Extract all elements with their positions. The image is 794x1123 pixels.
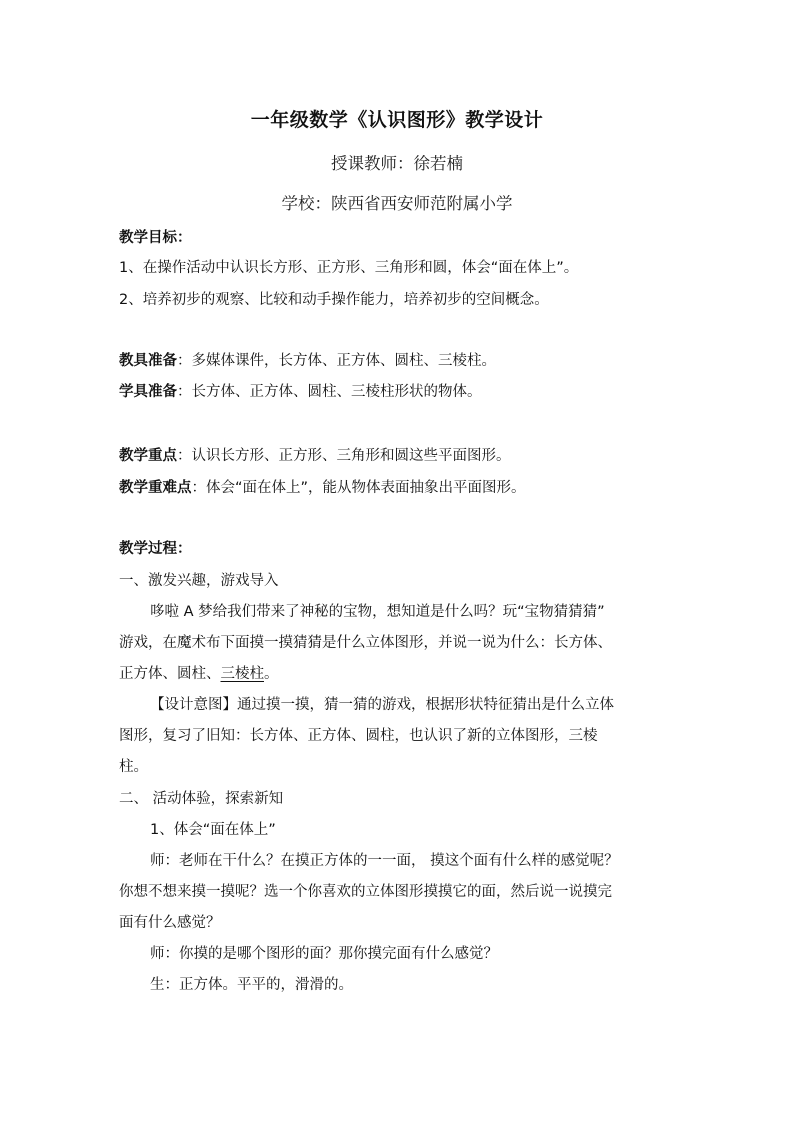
difficulty-label: 教学重难点 [119, 480, 192, 496]
key-point [119, 446, 511, 466]
design-intent-line-3: 柱。 [119, 759, 148, 775]
section2-sub1: 1、体会“面在体上” [150, 822, 276, 838]
key-point-text: ：认识长方形、正方形、三角形和圆这些平面图形。 [177, 448, 511, 464]
teacher-prep [119, 351, 496, 371]
section1-last-prefix: 正方体、圆柱、 [119, 666, 221, 682]
section1-paragraph-line-1: 哆啦 A 梦给我们带来了神秘的宝物，想知道是什么吗？玩“宝物猜猜猜” [150, 604, 605, 620]
student-prep-text: ：长方体、正方体、圆柱、三棱柱形状的物体。 [177, 384, 482, 400]
teacher-line-3: 面有什么感觉？ [119, 915, 221, 931]
document-title: 一年级数学《认识图形》教学设计 [250, 109, 544, 131]
goals-heading: 教学目标： [119, 230, 192, 246]
teacher-prep-label: 教具准备 [119, 353, 177, 369]
teacher-name: 授课教师：徐若楠 [331, 154, 463, 173]
school-name: 学校：陕西省西安师范附属小学 [281, 194, 513, 213]
underlined-term: 三棱柱 [220, 666, 264, 682]
design-intent-line-2: 图形，复习了旧知：长方体、正方体、圆柱，也认识了新的立体图形，三棱 [119, 728, 598, 744]
teacher-question-2: 师：你摸的是哪个图形的面？那你摸完面有什么感觉？ [150, 946, 498, 962]
section1-title: 一、激发兴趣，游戏导入 [119, 573, 279, 589]
student-prep [119, 382, 482, 402]
key-point-label: 教学重点 [119, 448, 177, 464]
section1-last-suffix: 。 [264, 666, 279, 682]
section1-paragraph-line-2: 游戏，在魔术布下面摸一摸猜猜是什么立体图形，并说一说为什么：长方体、 [119, 635, 612, 651]
teacher-line-1: 师：老师在干什么？在摸正方体的一一面， 摸这个面有什么样的感觉呢？ [150, 853, 619, 869]
student-answer: 生：正方体。平平的，滑滑的。 [150, 977, 353, 993]
process-heading: 教学过程： [119, 541, 192, 557]
goal-item-1: 1、在操作活动中认识长方形、正方形、三角形和圆，体会“面在体上”。 [119, 260, 579, 276]
difficulty [119, 478, 526, 498]
goal-item-2: 2、培养初步的观察、比较和动手操作能力，培养初步的空间概念。 [119, 292, 549, 308]
section1-paragraph-line-3 [119, 664, 279, 684]
student-prep-label: 学具准备 [119, 384, 177, 400]
design-intent-line-1: 【设计意图】通过摸一摸，猜一猜的游戏，根据形状特征猜出是什么立体 [150, 697, 614, 713]
teacher-prep-text: ：多媒体课件，长方体、正方体、圆柱、三棱柱。 [177, 353, 496, 369]
difficulty-text: ：体会“面在体上”，能从物体表面抽象出平面图形。 [191, 480, 526, 496]
section2-title: 二、 活动体验，探索新知 [119, 791, 284, 807]
teacher-line-2: 你想不想来摸一摸呢？选一个你喜欢的立体图形摸摸它的面，然后说一说摸完 [119, 884, 612, 900]
